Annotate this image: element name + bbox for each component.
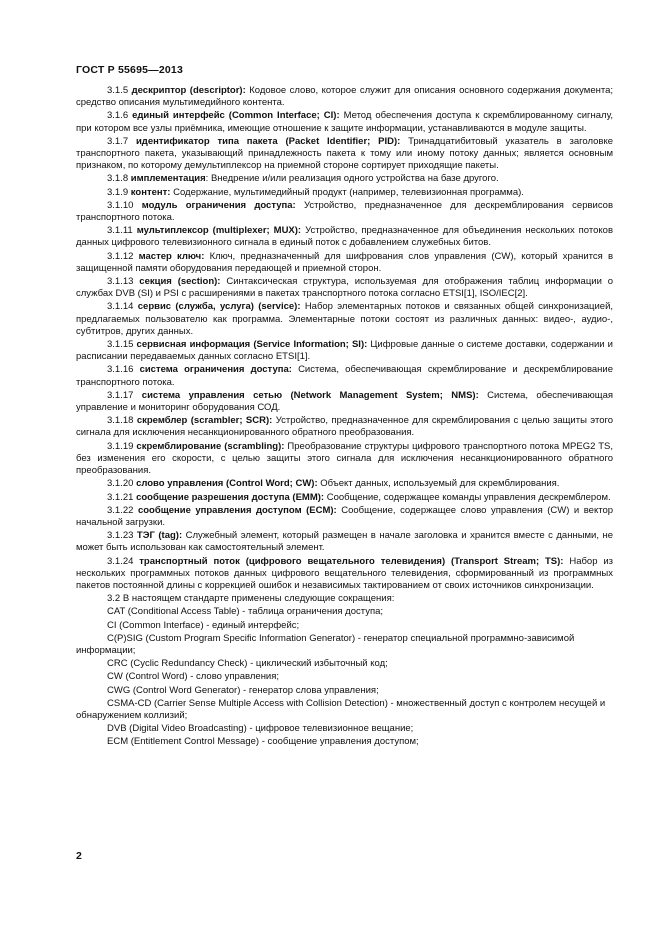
definition-text: Синтаксическая структура, используемая для отображения таблиц информации о службах DVB (SI) и PSI с расширениями в пакетах транспортного потока согласно ETSI[1], ISO/IEC[2].: [76, 276, 614, 300]
definition-item: [76, 492, 613, 504]
definition-number: 3.1.15: [107, 339, 134, 351]
definition-term: контент:: [130, 186, 171, 198]
abbreviation-item: CAT (Conditional Access Table) - таблица ограничения доступа;: [107, 606, 384, 618]
abbreviations-intro: 3.2 В настоящем стандарте применены следующие сокращения:: [107, 593, 395, 605]
abbreviation-item: CRC (Cyclic Redundancy Check) - циклический избыточный код;: [107, 658, 388, 670]
definition-term: единый интерфейс (Common Interface; CI):: [132, 110, 340, 122]
definition-term: сообщение управления доступом (ECM):: [137, 504, 337, 516]
definition-term: мультиплексор (multiplexer; MUX):: [136, 225, 302, 237]
definition-text: Служебный элемент, который размещен в начале заголовка и хранится вместе с данными, не может быть использован как самостоятельный элемент.: [76, 530, 614, 554]
definition-text: Метод обеспечения доступа к скремблированному сигналу, при котором все узлы приёмника, имеющие отношение к защите информации, устанавливаются в модуле защиты.: [76, 110, 614, 134]
definition-text: Ключ, предназначенный для шифрования слов управления (CW), который хранится в защищенной памяти оборудования передающей и приемной сторон.: [76, 250, 614, 274]
definition-number: 3.1.17: [107, 389, 134, 401]
definition-text: Сообщение, содержащее слово управления (CW) и вектор начальной загрузки.: [76, 504, 614, 528]
definition-item: [76, 200, 613, 224]
definition-term: транспортный поток (цифрового вещательного телевидения) (Transport Stream; TS):: [139, 555, 564, 567]
definition-term: ТЭГ (tag):: [136, 530, 183, 542]
definition-term: идентификатор типа пакета (Packet Identifier; PID):: [135, 135, 401, 147]
definition-number: 3.1.18: [107, 415, 134, 427]
definition-number: 3.1.10: [107, 199, 134, 211]
definition-number: 3.1.8: [107, 173, 129, 185]
definition-term: система управления сетью (Network Management System; NMS):: [141, 389, 479, 401]
definition-item: [76, 110, 613, 134]
definition-number: 3.1.19: [107, 440, 134, 452]
abbreviation-item: C(P)SIG (Custom Program Specific Information Generator) - генератор специальной программно-зависимой информации;: [76, 632, 575, 656]
definition-text: Кодовое слово, которое служит для описания основного содержания документа; средство описания мультимедийного контента.: [76, 85, 614, 109]
definition-item: [76, 390, 613, 414]
definition-number: 3.1.20: [107, 478, 134, 490]
definition-number: 3.1.12: [107, 250, 134, 262]
definition-number: 3.1.23: [107, 530, 134, 542]
abbreviation-item: CW (Control Word) - слово управления;: [107, 671, 280, 683]
document-body: [76, 85, 613, 750]
definition-item: [76, 441, 613, 478]
definition-item: [76, 225, 613, 249]
definition-number: 3.1.11: [107, 225, 133, 237]
definition-term: сервис (служба, услуга) (service):: [137, 301, 301, 313]
definition-text: Устройство, предназначенное для дескремблирования сервисов транспортного потока.: [76, 199, 614, 224]
definition-number: 3.1.6: [107, 110, 129, 122]
definition-text: Сообщение, содержащее команды управления дескремблером.: [326, 491, 611, 503]
definition-term: скремблер (scrambler; SCR):: [136, 415, 273, 427]
definition-item: [76, 478, 613, 490]
abbreviation-item: CI (Common Interface) - единый интерфейс;: [107, 619, 300, 631]
definition-text: Преобразование структуры цифрового транспортного потока MPEG2 TS, без изменения его скорости, с целью защиты этого сигнала для исключения несанкционированного обратного преобразования.: [76, 440, 613, 477]
definition-item: [76, 251, 613, 275]
definition-text: Устройство, предназначенное для скремблирования с целью защиты этого сигнала для исключения несанкционированного обратного преобразования.: [76, 415, 614, 439]
definition-item: [76, 301, 613, 338]
definition-number: 3.1.5: [107, 85, 129, 96]
page-number: 2: [76, 850, 82, 862]
definition-item: [76, 415, 613, 439]
definition-text: Устройство, предназначенное для объединения нескольких потоков данных цифрового телевизионного сигнала в единый поток с добавлением служебных битов.: [76, 225, 614, 249]
definition-number: 3.1.22: [107, 504, 134, 516]
definition-text: Набор из нескольких программных потоков данных цифрового вещательного телевидения, сформированный из программных пакетов постоянной длины с коррекцией ошибок и независимых тактированием от своих источников синхронизации.: [76, 555, 614, 591]
abbreviation-item: ECM (Entitlement Control Message) - сообщение управления доступом;: [107, 736, 419, 748]
definition-item: [76, 187, 613, 199]
abbreviation-item: CSMA-CD (Carrier Sense Multiple Access with Collision Detection) - множественный доступ с контролем несущей и обнаружением коллизий;: [76, 697, 606, 721]
abbreviation-item: DVB (Digital Video Broadcasting) - цифровое телевизионное вещание;: [107, 723, 414, 735]
definition-term: имплементация: [130, 173, 206, 185]
definition-text: : Внедрение и/или реализация одного устройства на базе другого.: [205, 173, 499, 185]
definition-item: [76, 505, 613, 529]
definition-item: [76, 530, 613, 554]
definition-item: [76, 173, 613, 185]
definition-text: Система, обеспечивающая скремблирование и дескремблирование транспортного потока.: [76, 364, 614, 388]
definition-text: Содержание, мультимедийный продукт (например, телевизионная программа).: [173, 186, 524, 198]
definition-number: 3.1.24: [107, 555, 134, 567]
definition-item: [76, 136, 613, 173]
definition-text: Тринадцатибитовый указатель в заголовке транспортного пакета, указывающий принадлежность пакета к тому или иному потоку данных; является основным признаком, по которому демультиплексор на приемной стороне сортирует приходящие пакеты.: [76, 135, 614, 172]
definitions-list: [76, 85, 613, 592]
definition-term: дескриптор (descriptor):: [131, 85, 246, 96]
definition-item: [76, 85, 613, 109]
definition-text: Набор элементарных потоков и связанных общей синхронизацией, предлагаемых пользователю как программа. Элементарные потоки состоят из различных данных: видео-, аудио-, субтитров, других данных.: [76, 301, 614, 337]
definition-number: 3.1.13: [107, 276, 134, 288]
definition-number: 3.1.7: [107, 135, 129, 147]
definition-term: система ограничения доступа:: [139, 364, 292, 376]
definition-text: Система, обеспечивающая управление и мониторинг оборудования СОД.: [76, 389, 613, 414]
definition-number: 3.1.16: [107, 364, 134, 376]
definition-item: [76, 339, 613, 363]
definition-text: Объект данных, используемый для скремблирования.: [320, 478, 560, 490]
definition-term: сервисная информация (Service Information; SI):: [136, 339, 368, 351]
definition-term: секция (section):: [139, 276, 221, 288]
definition-term: модуль ограничения доступа:: [141, 199, 296, 211]
definition-number: 3.1.9: [107, 186, 129, 198]
definition-number: 3.1.14: [107, 301, 134, 313]
document-header: ГОСТ Р 55695—2013: [76, 64, 184, 76]
definition-item: [76, 276, 613, 300]
abbreviation-item: CWG (Control Word Generator) - генератор слова управления;: [107, 684, 379, 696]
definition-term: мастер ключ:: [138, 250, 205, 262]
abbreviations-list: [76, 606, 613, 748]
definition-term: скремблирование (scrambling):: [136, 440, 285, 452]
definition-number: 3.1.21: [107, 491, 134, 503]
definition-item: [76, 556, 613, 593]
definition-term: слово управления (Control Word; CW):: [136, 478, 318, 490]
definition-text: Цифровые данные о системе доставки, содержании и расписании передаваемых данных согласно ETSI[1].: [76, 339, 613, 363]
definition-item: [76, 364, 613, 388]
definition-term: сообщение разрешения доступа (EMM):: [136, 491, 325, 503]
